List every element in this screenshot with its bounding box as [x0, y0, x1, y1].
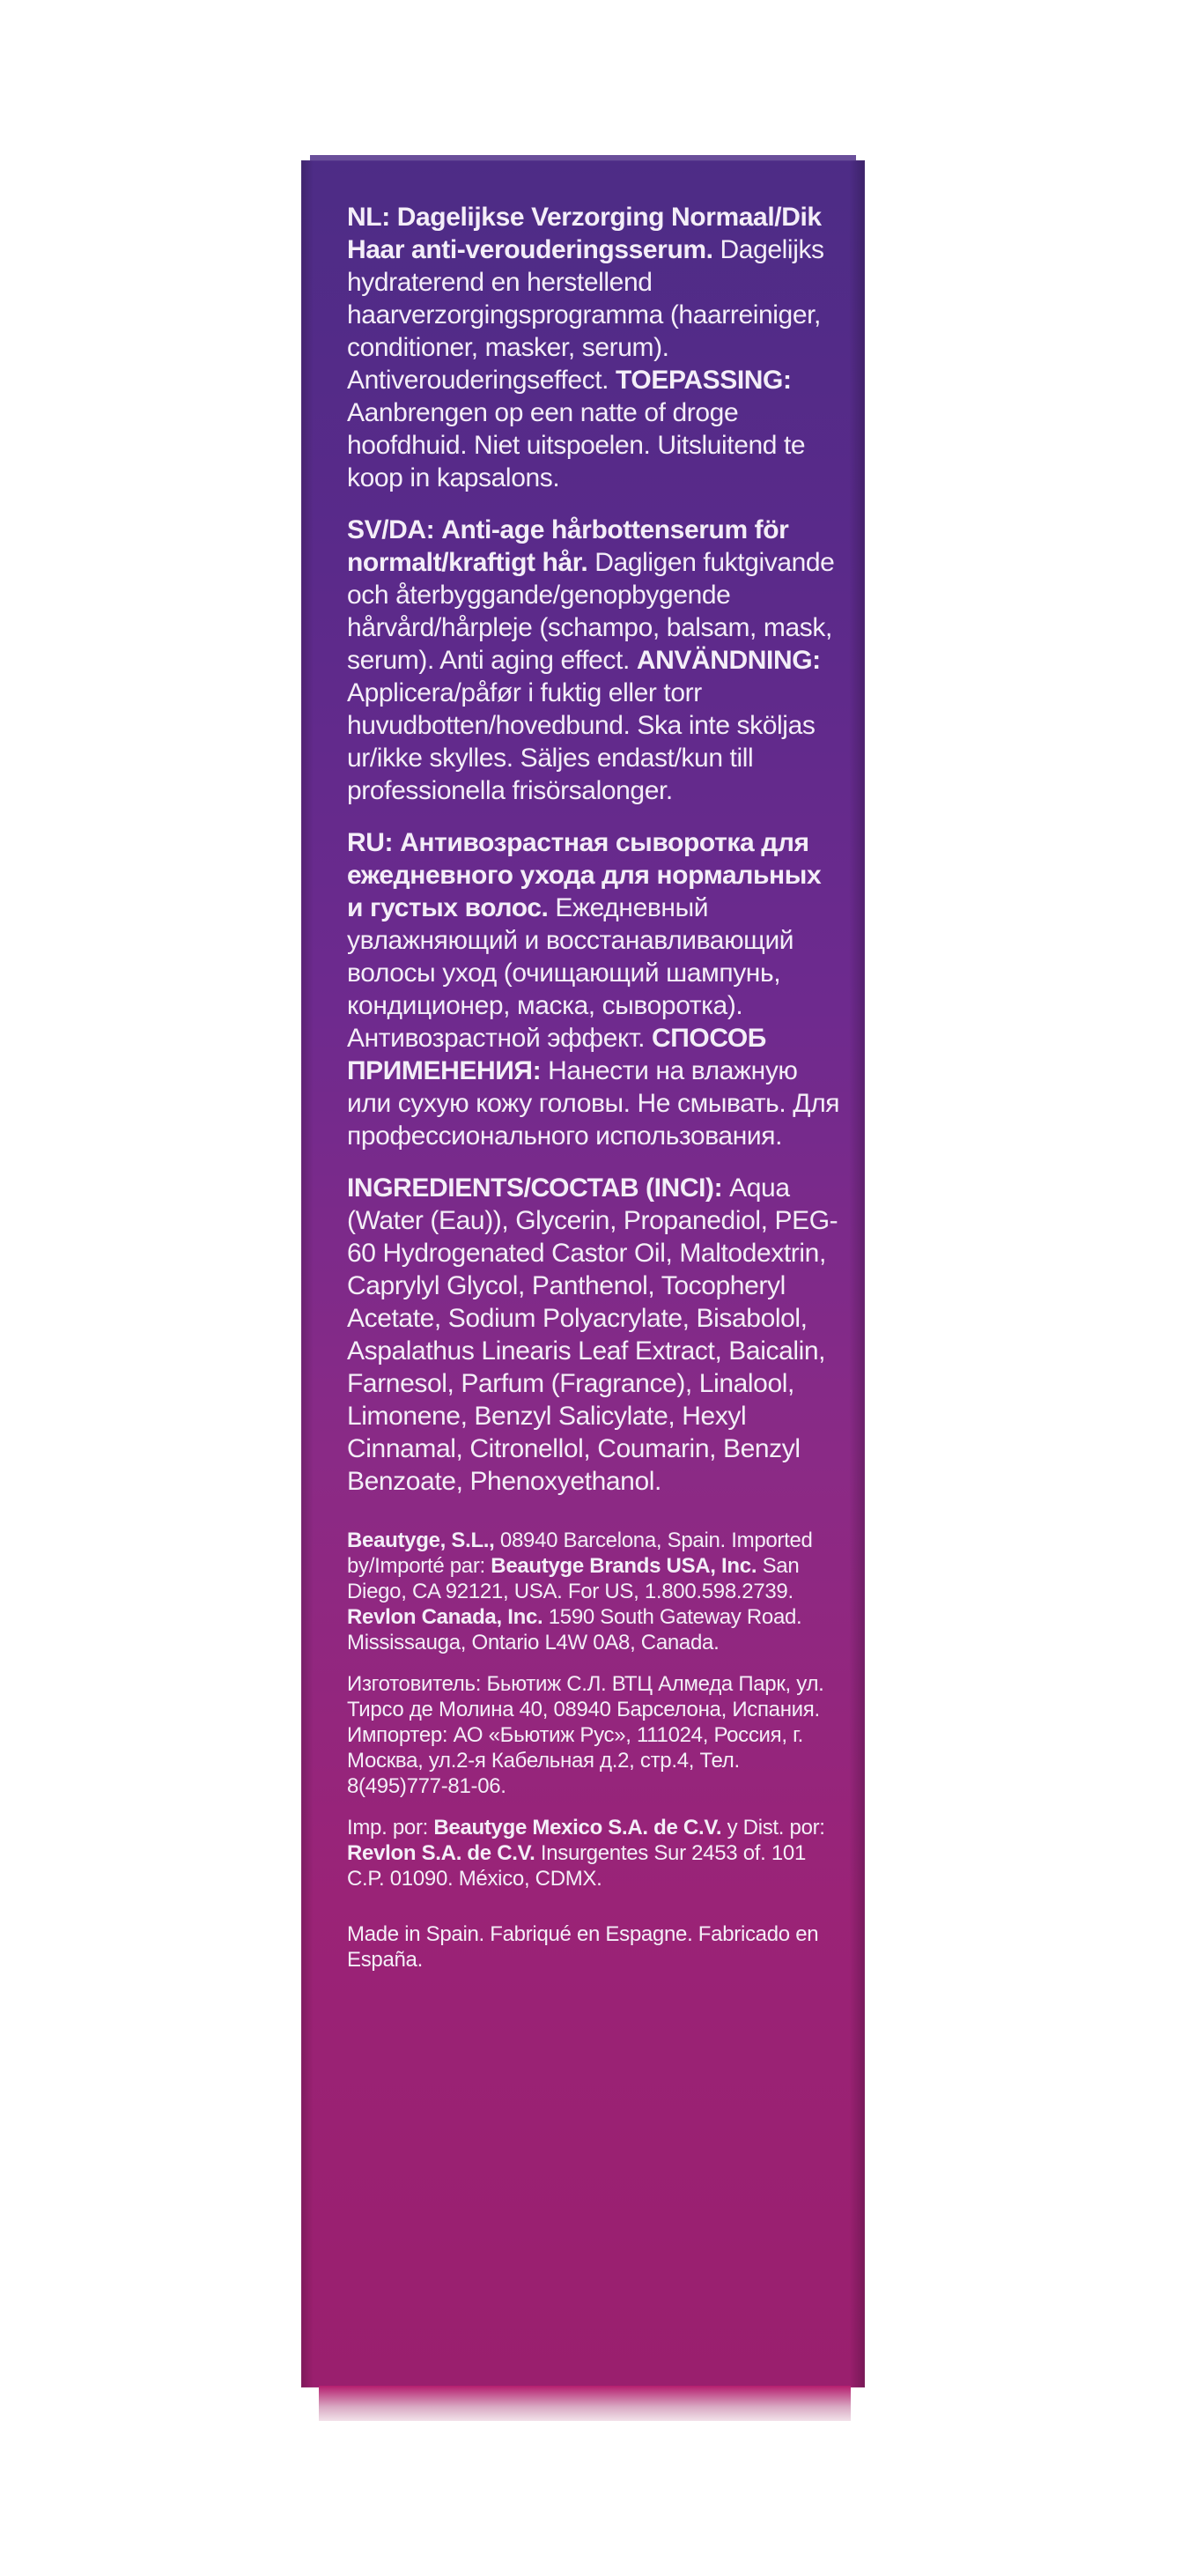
ingredients-list: Aqua (Water (Eau)), Glycerin, Propanediol, PEG-60 Hydrogenated Castor Oil, Maltodextrin, Caprylyl Glycol, Panthenol, Tocopheryl Acetate, Sodium Polyacrylate, Bisabolol, Aspalathus Linearis Leaf Extract, Baicalin, Farnesol, Parfum (Fragrance), Linalool, Limonene, Benzyl Salicylate, Hexyl Cinnamal, Citronellol, Coumarin, Benzyl Benzoate, Phenoxyethanol. — [347, 1173, 838, 1496]
ingredients-section — [347, 1172, 840, 1498]
ru-manufacturer-section — [347, 1671, 840, 1799]
origin-section — [347, 1921, 840, 1973]
nl-body: Dagelijks hydraterend en herstellend haarverzorgingsprogramma (haarreiniger, conditioner, masker, serum). Antiverouderingseffect. — [347, 235, 824, 395]
origin-text: Made in Spain. Fabriqué en Espagne. Fabricado en España. — [347, 1922, 819, 1972]
mexico-y: y — [727, 1816, 738, 1839]
mexico-imp-label: Imp. por: — [347, 1816, 428, 1839]
svda-title: Anti-age hårbottenserum för normalt/kraftigt hår. — [347, 515, 789, 577]
svda-usage-label: ANVÄNDNING: — [636, 646, 821, 675]
nl-title: Dagelijkse Verzorging Normaal/Dik Haar anti-verouderingsserum. — [347, 203, 822, 264]
usa-address: San Diego, CA 92121, USA. For US, 1.800.598.2739. — [347, 1554, 800, 1603]
mexico-imp-company: Beautyge Mexico S.A. de C.V. — [433, 1816, 722, 1839]
svda-body: Dagligen fuktgivande och återbyggande/genopbygende hårvård/hårpleje (schampo, balsam, mask, serum). Anti aging effect. — [347, 548, 835, 675]
mexico-dist-company: Revlon S.A. de C.V. — [347, 1841, 535, 1865]
ru-maker: Изготовитель: Бьютиж С.Л. ВТЦ Алмеда Парк, ул. Тирсо де Молина 40, 08940 Барселона, Испания. — [347, 1672, 824, 1721]
svda-usage: Applicera/påfør i fuktig eller torr huvudbotten/hovedbund. Ska inte sköljas ur/ikke skylles. Säljes endast/kun till professionella frisörsalonger. — [347, 678, 816, 805]
manufacturer-company: Beautyge, S.L., — [347, 1529, 495, 1552]
svda-section — [347, 514, 840, 807]
mexico-section — [347, 1815, 840, 1891]
manufacturer-section — [347, 1528, 840, 1655]
ingredients-label: INGREDIENTS/СОСТАВ (INCI): — [347, 1173, 723, 1203]
usa-company: Beautyge Brands USA, Inc. — [491, 1554, 757, 1578]
canada-company: Revlon Canada, Inc. — [347, 1605, 543, 1629]
svda-label: SV/DA: — [347, 515, 435, 544]
box-bottom-edge — [319, 2386, 851, 2421]
canada-address: 1590 South Gateway Road. Mississauga, Ontario L4W 0A8, Canada. — [347, 1605, 802, 1654]
label-text-block — [347, 201, 840, 1988]
nl-usage: Aanbrengen op een natte of droge hoofdhuid. Niet uitspoelen. Uitsluitend te koop in kapsalons. — [347, 398, 806, 492]
ru-label: RU: — [347, 828, 394, 857]
ru-usage-label: СПОСОБ ПРИМЕНЕНИЯ: — [347, 1024, 766, 1085]
nl-section — [347, 201, 840, 494]
nl-label: NL: — [347, 203, 390, 232]
mexico-dist-label: Dist. por: — [742, 1816, 825, 1839]
manufacturer-address: 08940 Barcelona, Spain. — [499, 1529, 726, 1552]
ru-section — [347, 826, 840, 1152]
nl-usage-label: TOEPASSING: — [616, 366, 792, 395]
ru-body: Ежедневный увлажняющий и восстанавливающий волосы уход (очищающий шампунь, кондиционер, маска, сыворотка). Антивозрастной эффект. — [347, 893, 794, 1053]
ru-title: Антивозрастная сыворотка для ежедневного ухода для нормальных и густых волос. — [347, 828, 822, 922]
imported-by-label: Imported by/Importé par: — [347, 1529, 813, 1578]
mexico-address: Insurgentes Sur 2453 of. 101 C.P. 01090. México, CDMX. — [347, 1841, 807, 1891]
ru-usage: Нанести на влажную или сухую кожу головы. Не смывать. Для профессионального использования. — [347, 1056, 840, 1151]
ru-importer: Импортер: АО «Бьютиж Рус», 111024, Россия, г. Москва, ул.2-я Кабельная д.2, стр.4, Тел. 8(495)777-81-06. — [347, 1723, 803, 1798]
